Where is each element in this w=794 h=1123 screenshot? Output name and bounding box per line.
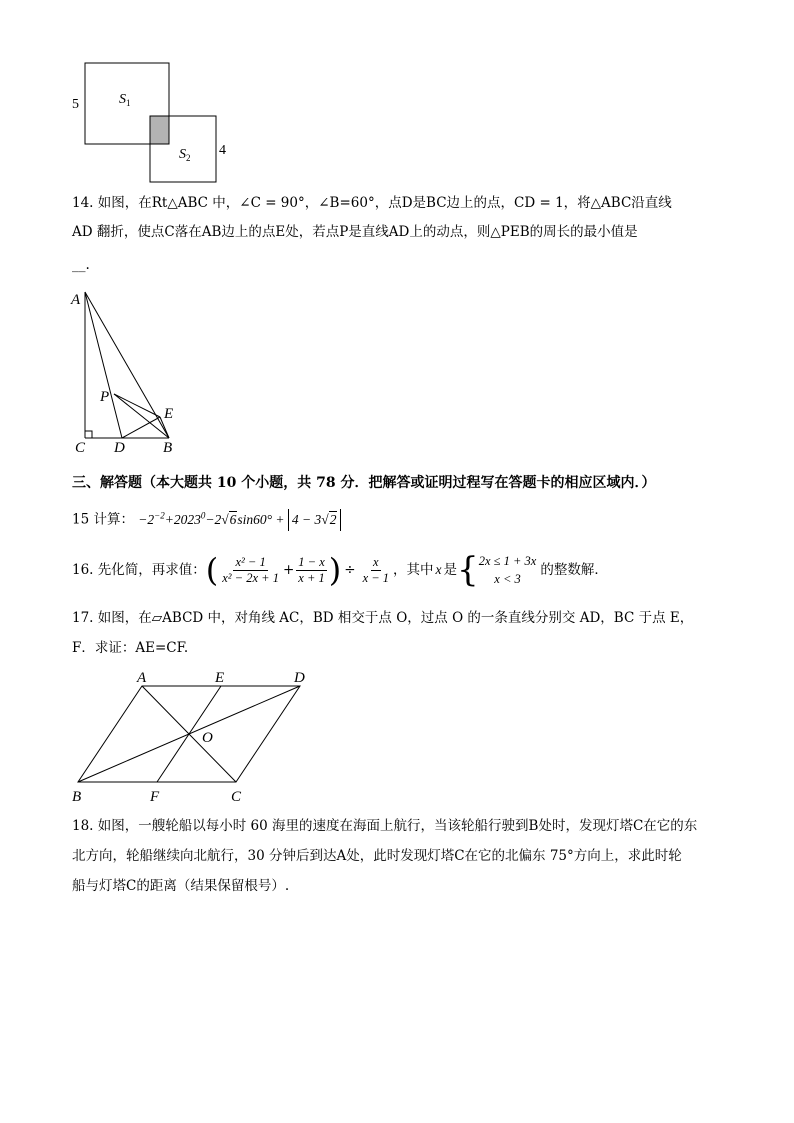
- section-heading: 三、解答题（本大题共 10 个小题，共 78 分．把解答或证明过程写在答题卡的相应区域内．）: [72, 475, 656, 491]
- point-c-label: C: [75, 440, 86, 456]
- q15: [72, 505, 341, 531]
- point-a-label: A: [71, 292, 81, 308]
- q17-line2: F．求证：AE=CF.: [72, 640, 189, 656]
- point-a-label: A: [137, 670, 147, 686]
- point-c-label: C: [231, 789, 242, 805]
- divide-sign: ÷: [344, 562, 356, 578]
- q15-label: 15 计算：: [72, 511, 134, 528]
- point-e-label: E: [164, 406, 174, 422]
- q18-line1: 18. 如图，一艘轮船以每小时 60 海里的速度在海面上航行，当该轮船行驶到B处时，发现灯塔C在它的东: [72, 818, 698, 834]
- point-d-label: D: [294, 670, 305, 686]
- shaded-overlap: [150, 116, 169, 144]
- segment-pb: [114, 394, 169, 438]
- label-s2: $S_2$: [179, 147, 191, 163]
- fraction-2: $\frac{1 - x}{x + 1}$: [298, 554, 325, 585]
- parallelogram-figure: [66, 664, 326, 808]
- q18-line3: 船与灯塔C的距离（结果保留根号）.: [72, 878, 290, 894]
- q18-line2: 北方向，轮船继续向北航行，30 分钟后到达A处，此时发现灯塔C在它的北偏东 75°方向上，求此时轮: [72, 848, 682, 864]
- q14-line2: AD 翻折，使点C落在AB边上的点E处，若点P是直线AD上的动点，则△PEB的周长的最小值是: [72, 224, 638, 240]
- point-f-label: F: [150, 789, 160, 805]
- point-b-label: B: [72, 789, 82, 805]
- q14-answer-blank: __.: [72, 257, 90, 273]
- point-e-label: E: [215, 670, 225, 686]
- point-d-label: D: [114, 440, 125, 456]
- plus-sign: +: [282, 562, 295, 578]
- squares-figure: [66, 58, 246, 188]
- label-s1: $S_1$: [119, 92, 131, 108]
- q15-expression: $-2^{-2}+2023^0-2√6\sin 60^\circ + 4 - 3√2$: [138, 512, 341, 527]
- triangle-figure: [66, 286, 196, 456]
- segment-de: [122, 417, 160, 438]
- q14-line1: 14. 如图，在Rt△ABC 中，∠C = 90°，∠B=60°，点D是BC边上的点，CD = 1，将△ABC沿直线: [72, 195, 672, 211]
- q16-variable: x: [435, 562, 442, 577]
- fraction-1: $\frac{\text{x² − 1}}{\text{x² − 2x + 1}}$: [222, 554, 279, 585]
- point-b-label: B: [163, 440, 173, 456]
- inequality-system: 2x ≤ 1 + 3x x < 3: [478, 554, 537, 586]
- side-label-left: 5: [72, 97, 79, 112]
- fraction-3: $\frac{x}{x - 1}$: [362, 554, 390, 585]
- segment-ab: [85, 292, 169, 438]
- right-paren: ): [328, 551, 342, 589]
- right-angle-mark: [85, 431, 92, 438]
- q15-absolute-value: 4 − 3√2: [288, 509, 342, 531]
- left-paren: (: [205, 551, 219, 589]
- q16-is: 是: [443, 562, 458, 578]
- q16-label: 16. 先化简，再求值：: [72, 562, 206, 578]
- point-p-label: P: [100, 389, 110, 405]
- segment-pe: [114, 394, 160, 417]
- segment-ad: [85, 292, 122, 438]
- system-brace: {: [457, 550, 479, 590]
- q16-connector: ，其中: [393, 562, 434, 578]
- side-label-right: 4: [219, 143, 226, 158]
- point-o-label: O: [202, 730, 213, 746]
- q16: [72, 548, 608, 592]
- q17-line1: 17. 如图，在▱ABCD 中，对角线 AC，BD 相交于点 O，过点 O 的一条直线分别交 AD，BC 于点 E，: [72, 610, 694, 626]
- q16-tail: 的整数解．: [540, 562, 608, 578]
